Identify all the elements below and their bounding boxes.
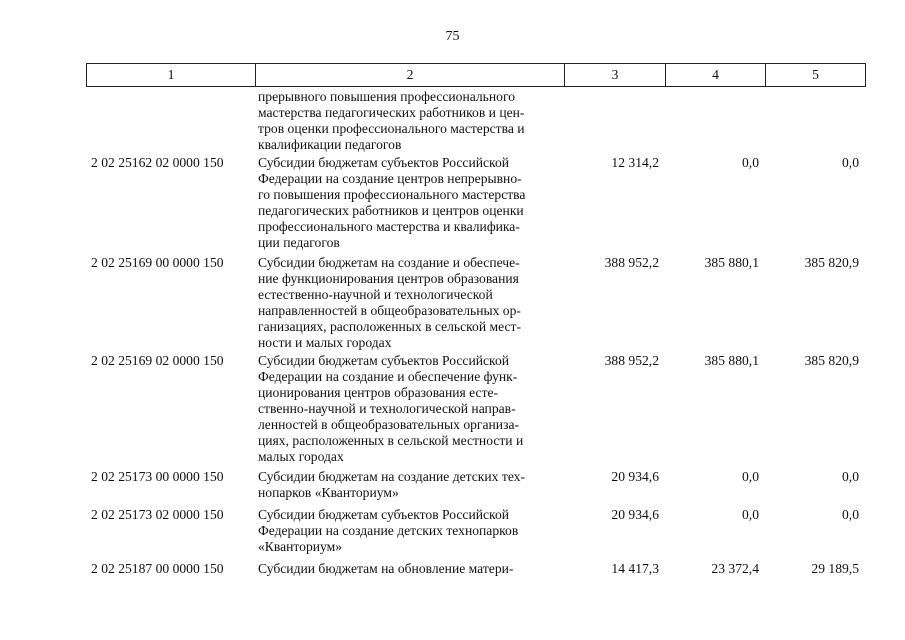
- description-line: квалификации педагогов: [258, 137, 402, 152]
- description-line: ганизациях, расположенных в сельской мест-: [258, 319, 522, 334]
- description-line: ционирования центров образования есте-: [258, 385, 499, 400]
- description-line: циях, расположенных в сельской местности и: [258, 433, 524, 448]
- description-line: Субсидии бюджетам субъектов Российской: [258, 507, 510, 522]
- description-line: ленностей в общеобразовательных организа-: [258, 417, 520, 432]
- description-line: нопарков «Кванториум»: [258, 485, 399, 500]
- description-line: Субсидии бюджетам на создание и обеспече-: [258, 255, 520, 270]
- description-line: Федерации на создание центров непрерывно-: [258, 171, 522, 186]
- row-description: [258, 155, 560, 251]
- value-col-4: 385 880,1: [704, 255, 759, 270]
- page-number: 75: [445, 29, 460, 44]
- value-col-3: 388 952,2: [604, 255, 659, 270]
- description-line: ности и малых городах: [258, 335, 392, 350]
- row-description: [258, 255, 560, 351]
- value-col-3: 20 934,6: [611, 469, 659, 484]
- budget-code: 2 02 25173 00 0000 150: [91, 469, 224, 484]
- description-line: направленностей в общеобразовательных ор-: [258, 303, 521, 318]
- value-col-3: 14 417,3: [611, 561, 659, 576]
- value-col-4: 385 880,1: [704, 353, 759, 368]
- description-line: ние функционирования центров образования: [258, 271, 519, 286]
- table-header: [86, 63, 866, 87]
- description-line: Федерации на создание детских технопарков: [258, 523, 519, 538]
- value-col-3: 388 952,2: [604, 353, 659, 368]
- value-col-3: 20 934,6: [611, 507, 659, 522]
- description-line: естественно-научной и технологической: [258, 287, 493, 302]
- budget-code: 2 02 25173 02 0000 150: [91, 507, 224, 522]
- value-col-5: 29 189,5: [811, 561, 859, 576]
- description-line: Субсидии бюджетам на создание детских тех-: [258, 469, 525, 484]
- header-col-5: 5: [765, 64, 865, 86]
- value-col-5: 0,0: [842, 469, 859, 484]
- description-line: ственно-научной и технологической направ-: [258, 401, 516, 416]
- header-col-2: 2: [255, 64, 564, 86]
- value-col-4: 0,0: [742, 155, 759, 170]
- value-col-5: 0,0: [842, 507, 859, 522]
- description-line: Федерации на создание и обеспечение функ-: [258, 369, 518, 384]
- description-line: Субсидии бюджетам субъектов Российской: [258, 353, 510, 368]
- value-col-4: 0,0: [742, 469, 759, 484]
- value-col-3: 12 314,2: [611, 155, 659, 170]
- budget-code: 2 02 25169 00 0000 150: [91, 255, 224, 270]
- header-col-1: 1: [167, 67, 175, 82]
- row-description: [258, 469, 560, 501]
- description-line: педагогических работников и центров оценки: [258, 203, 524, 218]
- description-line: профессионального мастерства и квалифика-: [258, 219, 520, 234]
- description-line: ции педагогов: [258, 235, 340, 250]
- row-description: [258, 507, 560, 555]
- row-description: [258, 561, 560, 577]
- description-line: Субсидии бюджетам на обновление матери-: [258, 561, 514, 576]
- description-line: «Кванториум»: [258, 539, 343, 554]
- header-col-3: 3: [564, 64, 665, 86]
- description-line: Субсидии бюджетам субъектов Российской: [258, 155, 510, 170]
- value-col-5: 385 820,9: [804, 255, 859, 270]
- budget-code: 2 02 25162 02 0000 150: [91, 155, 224, 170]
- budget-code: 2 02 25169 02 0000 150: [91, 353, 224, 368]
- description-line: малых городах: [258, 449, 344, 464]
- row-description: [258, 353, 560, 465]
- description-line: тров оценки профессионального мастерства и: [258, 121, 525, 136]
- value-col-5: 385 820,9: [804, 353, 859, 368]
- header-col-4: 4: [665, 64, 765, 86]
- description-line: прерывного повышения профессионального: [258, 89, 515, 104]
- budget-code: 2 02 25187 00 0000 150: [91, 561, 224, 576]
- value-col-5: 0,0: [842, 155, 859, 170]
- description-line: мастерства педагогических работников и цен-: [258, 105, 525, 120]
- row-description: [258, 89, 560, 153]
- value-col-4: 23 372,4: [711, 561, 759, 576]
- description-line: го повышения профессионального мастерства: [258, 187, 526, 202]
- value-col-4: 0,0: [742, 507, 759, 522]
